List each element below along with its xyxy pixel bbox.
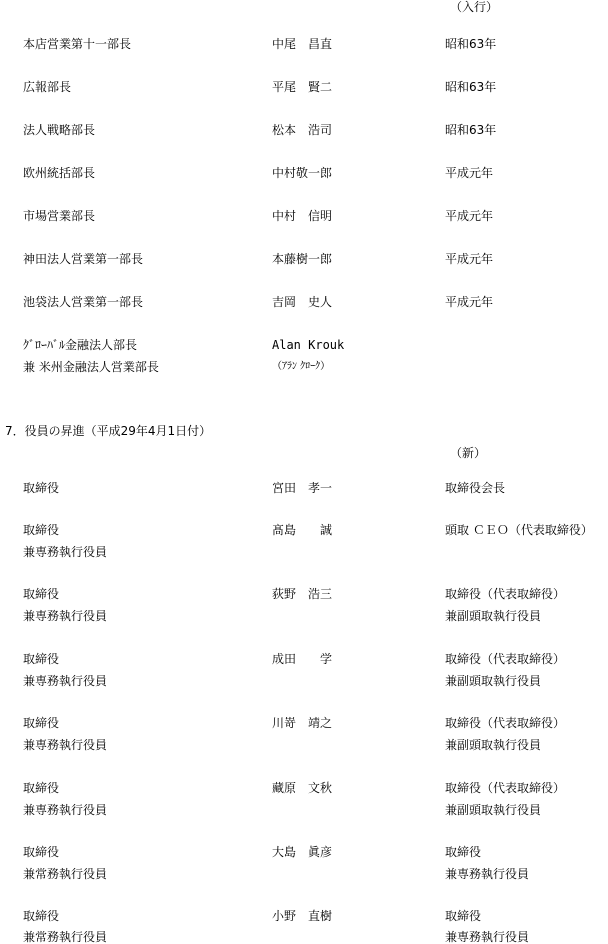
current-position-secondary: 兼専務執行役員	[23, 803, 108, 817]
current-position: 取締役	[23, 845, 60, 859]
person-name: 川嵜 靖之	[272, 716, 333, 730]
join-year: 平成元年	[445, 252, 494, 266]
person-name: 吉岡 史人	[272, 295, 333, 309]
current-position-secondary: 兼専務執行役員	[23, 609, 108, 623]
section-heading: 7．役員の昇進（平成29年4月1日付）	[5, 424, 212, 438]
new-position: 取締役（代表取締役）	[445, 652, 566, 666]
person-name: 平尾 賢二	[272, 80, 333, 94]
new-position-secondary: 兼副頭取執行役員	[445, 803, 542, 817]
new-position-secondary: 兼副頭取執行役員	[445, 674, 542, 688]
person-name: 中尾 昌直	[272, 37, 333, 51]
join-year: 平成元年	[445, 295, 494, 309]
new-position: 頭取 ＣＥＯ（代表取締役）	[445, 523, 593, 537]
new-position-secondary: 兼副頭取執行役員	[445, 738, 542, 752]
person-name: 荻野 浩三	[272, 587, 333, 601]
new-position-secondary: 兼専務執行役員	[445, 930, 530, 944]
new-position: 取締役（代表取締役）	[445, 716, 566, 730]
person-name: 小野 直樹	[272, 909, 333, 923]
current-position: 取締役	[23, 909, 60, 923]
new-position: 取締役	[445, 845, 482, 859]
person-name: Alan Krouk	[272, 338, 345, 352]
person-name: 中村敬一郎	[272, 166, 333, 180]
current-position-secondary: 兼専務執行役員	[23, 738, 108, 752]
position-title: 本店営業第十一部長	[23, 37, 132, 51]
person-name: 本藤樹一郎	[272, 252, 333, 266]
join-year: 昭和63年	[445, 80, 497, 94]
new-position: 取締役（代表取締役）	[445, 587, 566, 601]
join-year-column-header: （入行）	[450, 0, 499, 14]
position-title: 神田法人営業第一部長	[23, 252, 144, 266]
current-position-secondary: 兼専務執行役員	[23, 545, 108, 559]
new-position: 取締役	[445, 909, 482, 923]
current-position-secondary: 兼常務執行役員	[23, 867, 108, 881]
join-year: 平成元年	[445, 166, 494, 180]
join-year: 平成元年	[445, 209, 494, 223]
position-title: 法人戦略部長	[23, 123, 96, 137]
position-title-secondary: 兼 米州金融法人営業部長	[23, 360, 159, 374]
person-name-reading: （ｱﾗﾝ ｸﾛｰｸ）	[272, 361, 331, 372]
current-position-secondary: 兼常務執行役員	[23, 930, 108, 944]
position-title: 市場営業部長	[23, 209, 96, 223]
new-position-secondary: 兼副頭取執行役員	[445, 609, 542, 623]
current-position: 取締役	[23, 587, 60, 601]
position-title: 広報部長	[23, 80, 72, 94]
join-year: 昭和63年	[445, 37, 497, 51]
person-name: 中村 信明	[272, 209, 333, 223]
person-name: 髙島 誠	[272, 523, 333, 537]
position-title: 池袋法人営業第一部長	[23, 295, 144, 309]
position-title: ｸﾞﾛｰﾊﾞﾙ金融法人部長	[23, 338, 138, 352]
person-name: 大島 眞彦	[272, 845, 333, 859]
new-position: 取締役会長	[445, 481, 506, 495]
new-position-secondary: 兼専務執行役員	[445, 867, 530, 881]
current-position: 取締役	[23, 481, 60, 495]
current-position: 取締役	[23, 716, 60, 730]
current-position: 取締役	[23, 652, 60, 666]
join-year: 昭和63年	[445, 123, 497, 137]
current-position: 取締役	[23, 781, 60, 795]
person-name: 藏原 文秋	[272, 781, 333, 795]
current-position: 取締役	[23, 523, 60, 537]
new-position: 取締役（代表取締役）	[445, 781, 566, 795]
new-position-column-header: （新）	[450, 446, 487, 460]
current-position-secondary: 兼専務執行役員	[23, 674, 108, 688]
person-name: 成田 学	[272, 652, 333, 666]
position-title: 欧州統括部長	[23, 166, 96, 180]
person-name: 宮田 孝一	[272, 481, 333, 495]
person-name: 松本 浩司	[272, 123, 333, 137]
